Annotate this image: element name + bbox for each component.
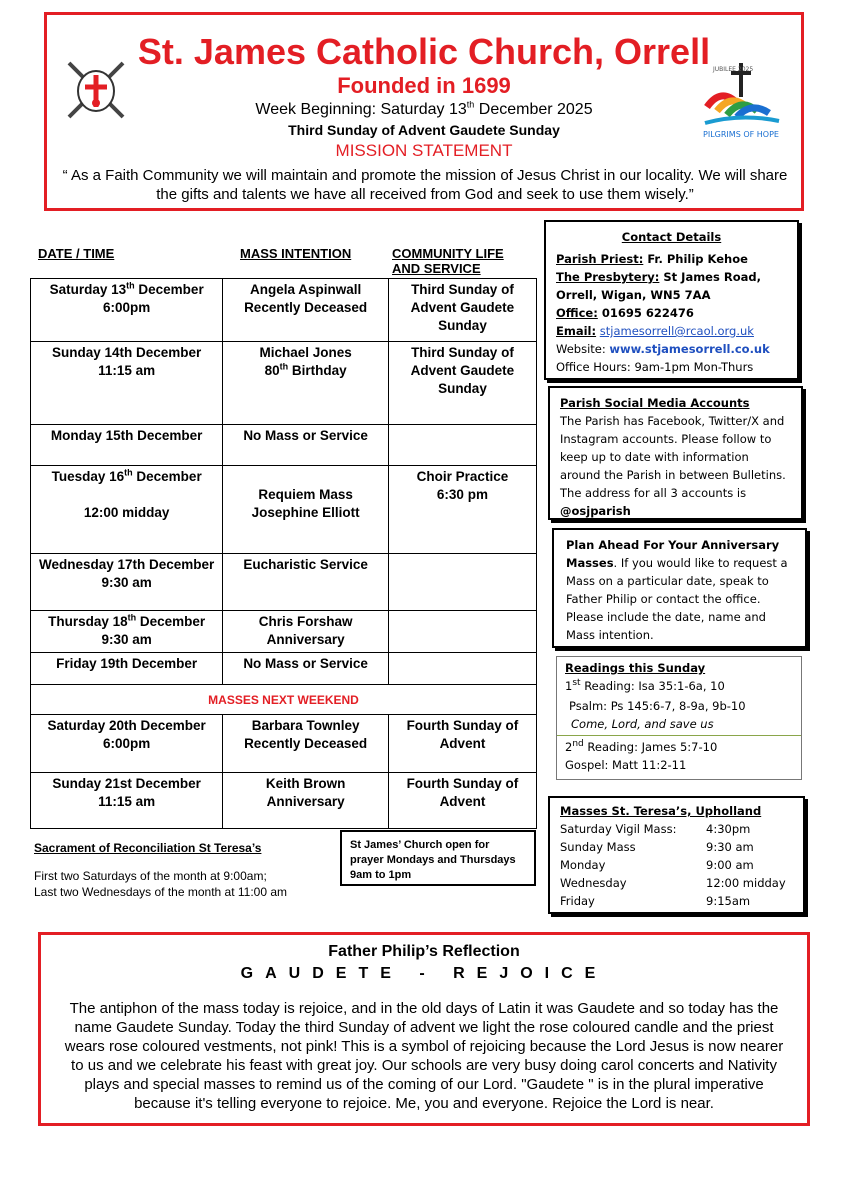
social-text: The Parish has Facebook, Twitter/X and Instagram accounts. Please follow to keep up to date with information around the Parish in between Bulletins. The address for all 3 accounts is @osjparish: [560, 414, 786, 518]
table-row: [31, 554, 537, 611]
reflection-text: The antiphon of the mass today is rejoice, and in the old days of Latin it was Gaudete and so today has the name Gaudete Sunday. Today the third Sunday of advent we light the rose coloured candle and the priest wears rose coloured vestments, not pink! This is a symbol of rejoicing because the Lord Jesus is now nearer to us and we celebrate his feast with great joy. Our schools are very busy doing carol concerts and Nativity plays and special masses to remind us of the coming of our Lord. "Gaudete " is in the plural imperative because it's telling everyone to rejoice. Me, you and everyone. Rejoice the Lord is near.: [64, 1000, 784, 1112]
list-item: Monday 9:00 am: [560, 858, 754, 872]
website: Website: www.stjamesorrell.co.uk: [556, 342, 770, 356]
table-row: [31, 466, 537, 554]
table-row: [31, 342, 537, 425]
email: Email: stjamesorrell@rcaol.org.uk: [556, 324, 754, 338]
mission-text: “ As a Faith Community we will maintain and promote the mission of Jesus Christ in our locality. We will share the gifts and talents we have all received from God and seek to use them wisely.”: [62, 167, 788, 203]
st-teresa-masses-box: [548, 796, 805, 914]
date-cell: Wednesday 17th December 9:30 am: [31, 554, 223, 611]
community-cell: [388, 611, 536, 653]
svg-text:JUBILEE 2025: JUBILEE 2025: [713, 66, 754, 73]
community-cell: Fourth Sunday of Advent: [388, 715, 536, 773]
intention-cell: Barbara Townley Recently Deceased: [223, 715, 389, 773]
reconciliation-line: First two Saturdays of the month at 9:00am;: [34, 869, 267, 883]
founded-year: Founded in 1699: [337, 73, 511, 98]
contact-details-box: [544, 220, 799, 380]
date-cell: Sunday 21st December 11:15 am: [31, 773, 223, 829]
community-cell: Fourth Sunday of Advent: [388, 773, 536, 829]
header-date: DATE / TIME: [38, 246, 115, 261]
community-cell: [388, 425, 536, 466]
reconciliation-line: Last two Wednesdays of the month at 11:00 am: [34, 885, 288, 899]
presbytery-address: The Presbytery: St James Road, Orrell, Wigan, WN5 7AA: [556, 270, 761, 302]
intention-cell: No Mass or Service: [223, 425, 389, 466]
plan-title: Plan Ahead For Your Anniversary Masses: [566, 538, 780, 570]
date-cell: Thursday 18th December 9:30 am: [31, 611, 223, 653]
second-reading: 2nd Reading: James 5:7-10: [565, 739, 718, 754]
table-column-headers: [38, 244, 538, 280]
date-cell: Saturday 20th December 6:00pm: [31, 715, 223, 773]
psalm: Psalm: Ps 145:6-7, 8-9a, 9b-10: [569, 699, 746, 713]
date-cell: Sunday 14th December 11:15 am: [31, 342, 223, 425]
email-link[interactable]: stjamesorrell@rcaol.org.uk: [599, 324, 754, 338]
psalm-response: Come, Lord, and save us: [571, 717, 714, 731]
readings-title: Readings this Sunday: [565, 661, 706, 675]
next-weekend-label: MASSES NEXT WEEKEND: [31, 685, 537, 715]
social-handle: @osjparish: [560, 504, 631, 518]
table-row: [31, 425, 537, 466]
intention-cell: Angela Aspinwall Recently Deceased: [223, 279, 389, 342]
date-cell: Tuesday 16th December 12:00 midday: [31, 466, 223, 554]
header-box: [44, 12, 804, 211]
table-row: [31, 773, 537, 829]
gospel: Gospel: Matt 11:2-11: [565, 758, 687, 772]
anniversary-masses-box: [552, 528, 807, 648]
list-item: Saturday Vigil Mass: 4:30pm: [560, 822, 751, 836]
divider: [557, 735, 801, 736]
intention-cell: Keith Brown Anniversary: [223, 773, 389, 829]
list-item: Friday 9:15am: [560, 894, 751, 908]
reflection-title: Father Philip’s Reflection: [328, 943, 520, 960]
header-intention: MASS INTENTION: [240, 246, 352, 261]
community-cell: Choir Practice 6:30 pm: [388, 466, 536, 554]
reflection-subtitle: GAUDETE - REJOICE: [240, 965, 608, 982]
sunday-name: Third Sunday of Advent Gaudete Sunday: [288, 122, 560, 138]
date-cell: Saturday 13th December 6:00pm: [31, 279, 223, 342]
list-item: Wednesday 12:00 midday: [560, 876, 786, 890]
community-cell: [388, 554, 536, 611]
intention-cell: No Mass or Service: [223, 653, 389, 685]
list-item: Sunday Mass 9:30 am: [560, 840, 754, 854]
teresa-title: Masses St. Teresa’s, Upholland: [560, 804, 762, 818]
mission-title: MISSION STATEMENT: [335, 141, 513, 160]
first-reading: 1st Reading: Isa 35:1-6a, 10: [565, 678, 725, 693]
reconciliation-box: [22, 833, 340, 905]
church-name: St. James Catholic Church, Orrell: [137, 31, 711, 72]
intention-cell: Requiem Mass Josephine Elliott: [223, 466, 389, 554]
community-cell: Third Sunday of Advent Gaudete Sunday: [388, 279, 536, 342]
header-community: COMMUNITY LIFE AND SERVICE: [392, 246, 504, 276]
table-row: [31, 653, 537, 685]
parish-priest: Parish Priest: Fr. Philip Kehoe: [556, 252, 748, 266]
table-row: [31, 685, 537, 715]
intention-cell: Chris Forshaw Anniversary: [223, 611, 389, 653]
reflection-box: [38, 932, 810, 1126]
community-cell: [388, 653, 536, 685]
church-open-notice: St James’ Church open for prayer Mondays and Thursdays 9am to 1pm: [340, 830, 536, 886]
office-phone: Office: 01695 622476: [556, 306, 694, 320]
table-row: [31, 611, 537, 653]
week-beginning: Week Beginning: Saturday 13th December 2025: [255, 99, 593, 118]
plan-text: . If you would like to request a Mass on a particular date, speak to Father Philip or contact the office. Please include the date, name and Mass intention.: [566, 556, 788, 642]
reconciliation-title: Sacrament of Reconciliation St Teresa’s: [34, 841, 262, 855]
intention-cell: Michael Jones 80th Birthday: [223, 342, 389, 425]
social-media-box: [548, 386, 803, 520]
office-hours: Office Hours: 9am-1pm Mon-Thurs: [556, 360, 754, 374]
table-row: [31, 715, 537, 773]
date-cell: Monday 15th December: [31, 425, 223, 466]
website-link[interactable]: www.stjamesorrell.co.uk: [609, 342, 770, 356]
svg-text:PILGRIMS OF HOPE: PILGRIMS OF HOPE: [703, 130, 779, 139]
intention-cell: Eucharistic Service: [223, 554, 389, 611]
mass-table: [30, 278, 537, 829]
table-row: [31, 279, 537, 342]
jubilee-logo-icon: [691, 57, 791, 145]
readings-box: [556, 656, 802, 780]
community-cell: Third Sunday of Advent Gaudete Sunday: [388, 342, 536, 425]
contact-title: Contact Details: [621, 230, 722, 244]
date-cell: Friday 19th December: [31, 653, 223, 685]
social-title: Parish Social Media Accounts: [560, 396, 750, 410]
